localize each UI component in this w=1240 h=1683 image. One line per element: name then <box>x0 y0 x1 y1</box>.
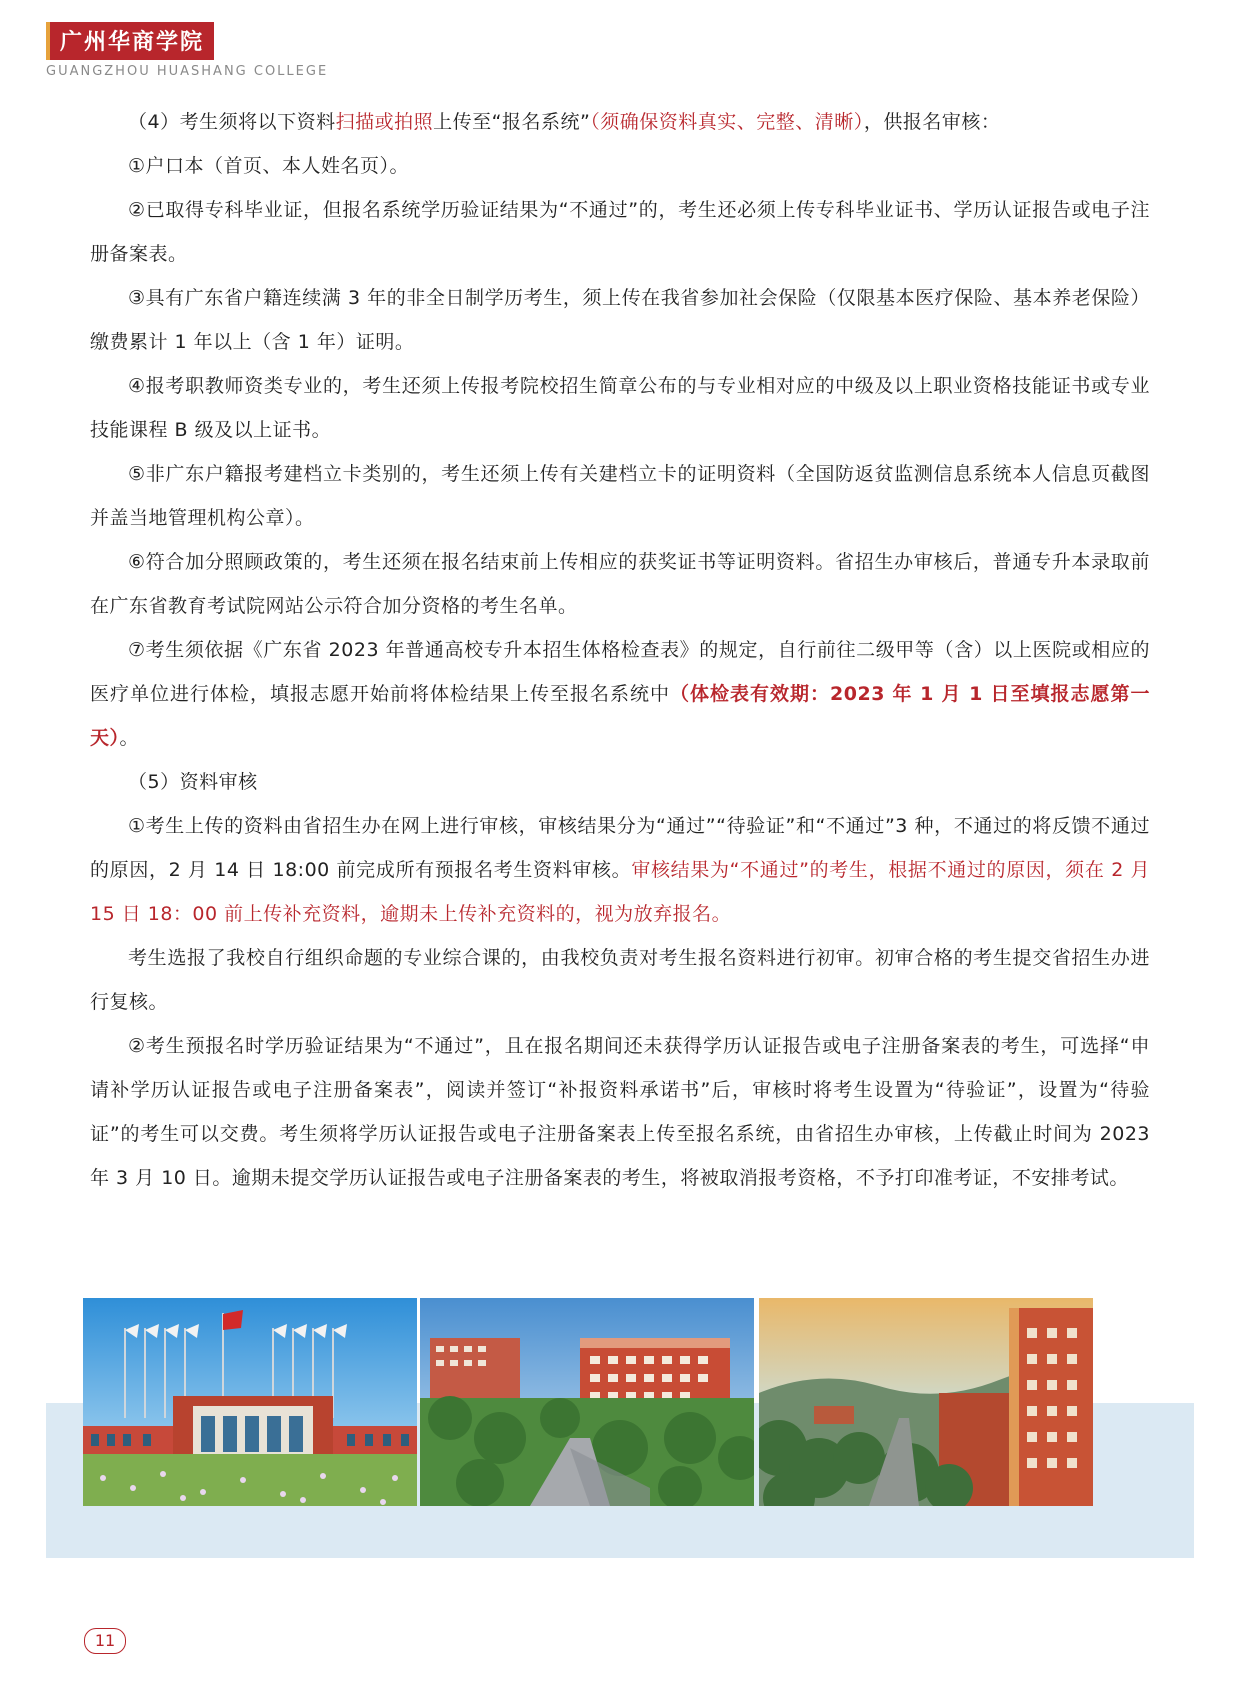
text-segment: ，供报名审核： <box>863 111 1001 133</box>
text-segment: 。 <box>119 727 140 749</box>
college-logo <box>46 22 328 79</box>
item-diploma: ②已取得专科毕业证，但报名系统学历验证结果为“不通过”的，考生还必须上传专科毕业证书、学历认证报告或电子注册备案表。 <box>90 199 1150 265</box>
highlight-exam-validity: （体检表有效期：2023 年 1 月 1 日至填报志愿第一天） <box>90 683 1150 749</box>
item-vocational-teacher: ④报考职教师资类专业的，考生还须上传报考院校招生简章公布的与专业相对应的中级及以上职业资格技能证书或专业技能课程 B 级及以上证书。 <box>90 375 1150 441</box>
highlight-scan: 扫描或拍照 <box>335 111 434 133</box>
text-segment: （4）考生须将以下资料 <box>128 111 336 133</box>
logo-chinese-name: 广州华商学院 <box>46 22 214 60</box>
section-heading-review: （5）资料审核 <box>128 771 258 793</box>
item-preliminary-review: 考生选报了我校自行组织命题的专业综合课的，由我校负责对考生报名资料进行初审。初审合格的考生提交省招生办进行复核。 <box>90 947 1150 1013</box>
item-poverty-registration: ⑤非广东户籍报考建档立卡类别的，考生还须上传有关建档立卡的证明资料（全国防返贫监测信息系统本人信息页截图并盖当地管理机构公章）。 <box>90 463 1150 529</box>
campus-photo-aerial-buildings <box>420 1298 754 1506</box>
logo-english-name: GUANGZHOU HUASHANG COLLEGE <box>46 64 329 79</box>
campus-photo-sunset-avenue <box>759 1298 1093 1506</box>
highlight-supplement-deadline: 审核结果为“不通过”的考生，根据不通过的原因，须在 2 月 15 日 18：00 前上传补充资料，逾期未上传补充资料的，视为放弃报名。 <box>90 859 1150 925</box>
item-review-process <box>90 804 1150 936</box>
item-medical-exam <box>90 628 1150 760</box>
paragraph-4-upload <box>90 100 1150 144</box>
text-segment: ⑦考生须依据《广东省 2023 年普通高校专升本招生体格检查表》的规定，自行前往二级甲等（含）以上医院或相应的医疗单位进行体检，填报志愿开始前将体检结果上传至报名系统中 <box>90 639 1150 705</box>
page-number: 11 <box>84 1628 126 1654</box>
item-pending-verification: ②考生预报名时学历验证结果为“不通过”，且在报名期间还未获得学历认证报告或电子注册备案表的考生，可选择“申请补学历认证报告或电子注册备案表”，阅读并签订“补报资料承诺书”后，审核时将考生设置为“待验证”，设置为“待验证”的考生可以交费。考生须将学历认证报告或电子注册备案表上传至报名系统，由省招生办审核，上传截止时间为 2023 年 3 月 10 日。逾期未提交学历认证报告或电子注册备案表的考生，将被取消报考资格，不予打印准考证，不安排考试。 <box>90 1035 1150 1189</box>
item-bonus-points: ⑥符合加分照顾政策的，考生还须在报名结束前上传相应的获奖证书等证明资料。省招生办审核后，普通专升本录取前在广东省教育考试院网站公示符合加分资格的考生名单。 <box>90 551 1150 617</box>
text-segment: ①考生上传的资料由省招生办在网上进行审核，审核结果分为“通过”“待验证”和“不通过”3 种，不通过的将反馈不通过的原因，2 月 14 日 18:00 前完成所有预报名考生资料审核。 <box>90 815 1150 881</box>
text-segment: 上传至“报名系统” <box>433 111 591 133</box>
item-hukou: ①户口本（首页、本人姓名页）。 <box>128 155 410 177</box>
highlight-authentic: （须确保资料真实、完整、清晰） <box>590 111 864 133</box>
document-body <box>90 100 1150 1200</box>
item-social-insurance: ③具有广东省户籍连续满 3 年的非全日制学历考生，须上传在我省参加社会保险（仅限基本医疗保险、基本养老保险）缴费累计 1 年以上（含 1 年）证明。 <box>90 287 1150 353</box>
campus-photo-main-building <box>83 1298 417 1506</box>
